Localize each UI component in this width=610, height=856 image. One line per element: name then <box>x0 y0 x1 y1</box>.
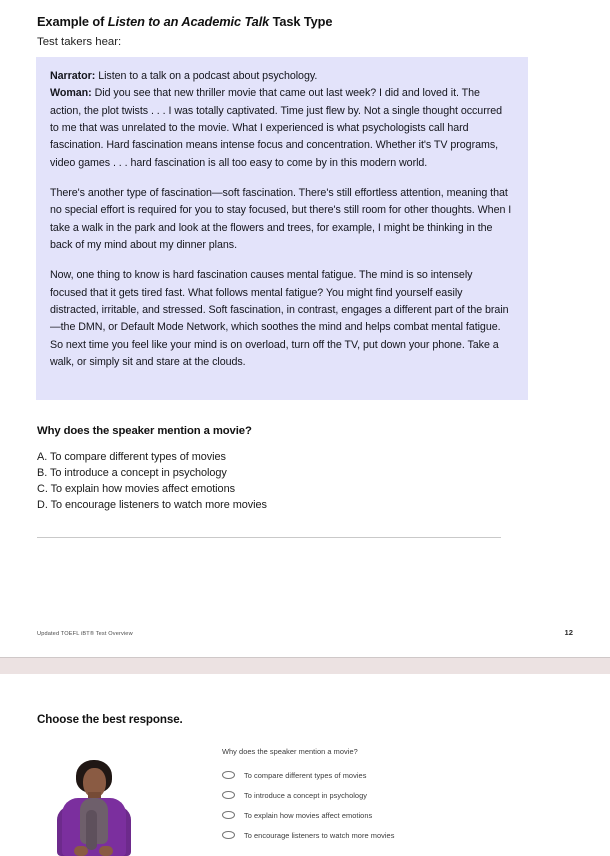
photo-scarf-tail <box>86 810 97 850</box>
photo-hand-left <box>74 846 88 856</box>
speaker-label-woman: Woman: <box>50 87 92 100</box>
question-prompt: Why does the speaker mention a movie? <box>37 425 252 437</box>
screen-option-label: To encourage listeners to watch more movies <box>244 830 395 840</box>
footer-page-number: 12 <box>564 628 573 637</box>
screen-option-4[interactable] <box>222 825 552 845</box>
transcript-paragraph: There's another type of fascination—soft fascination. There's still effortless attention, meaning that no special effort is required for you to stay focused, but there's still room for other thoughts. When I take a walk in the park and look at the flowers and trees, for example, I might be thinking in the back of my mind about my dinner plans. <box>50 186 512 251</box>
footer-label: Updated TOEFL iBT® Test Overview <box>37 631 133 637</box>
page-separator-band <box>0 657 610 674</box>
option-b: B. To introduce a concept in psychology <box>37 466 227 479</box>
radio-button-icon[interactable] <box>222 771 235 780</box>
question-block <box>37 425 507 514</box>
screen-option-list <box>222 765 552 845</box>
page-title-italic: Listen to an Academic Talk <box>107 14 270 29</box>
screen-option-label: To introduce a concept in psychology <box>244 790 367 800</box>
page-title-suffix: Task Type <box>269 14 333 29</box>
transcript-paragraph <box>50 68 512 172</box>
speaker-photo <box>42 748 146 856</box>
screen-page <box>0 674 610 856</box>
document-footer <box>37 628 573 637</box>
speaker-label-narrator: Narrator: <box>50 70 96 82</box>
transcript-box <box>36 57 528 400</box>
radio-button-icon[interactable] <box>222 831 235 840</box>
section-divider <box>37 537 501 538</box>
screen-option-2[interactable] <box>222 785 552 805</box>
option-d: D. To encourage listeners to watch more movies <box>37 498 267 511</box>
radio-button-icon[interactable] <box>222 811 235 820</box>
speaker-photo-image <box>42 748 146 856</box>
screen-option-label: To compare different types of movies <box>244 770 367 780</box>
page-title-prefix: Example of <box>37 14 108 29</box>
option-c: C. To explain how movies affect emotions <box>37 482 235 495</box>
transcript-paragraph: Now, one thing to know is hard fascination causes mental fatigue. The mind is so intensely focused that it gets tired fast. What follows mental fatigue? You might find yourself easily distracted, irritable, and stressed. Soft fascination, in contrast, engages a different part of the brain—the DMN, or Default Mode Network, which soothes the mind and helps combat mental fatigue. So next time you feel like your mind is on overload, turn off the TV, put down your phone. Take a walk, or simply sit and stare at the clouds. <box>50 269 509 368</box>
screen-option-label: To explain how movies affect emotions <box>244 810 373 820</box>
subheading: Test takers hear: <box>37 35 122 48</box>
screen-heading: Choose the best response. <box>37 713 183 726</box>
transcript-text: Listen to a talk on a podcast about psychology. <box>95 70 318 82</box>
page-title <box>37 14 573 31</box>
screen-option-1[interactable] <box>222 765 552 785</box>
option-list <box>37 450 507 514</box>
screen-question-prompt: Why does the speaker mention a movie? <box>222 747 358 756</box>
transcript-text: Did you see that new thriller movie that came out last week? I did and loved it. The action, the plot twists . . . I was totally captivated. Time just flew by. Not a single thought occurred to me that was unrelated to the movie. What I experienced is what psychologists call hard fascination. Hard fascination means intense focus and concentration. Whether it's TV programs, video games . . . hard fascination is all too easy to come by in this modern world. <box>50 87 503 169</box>
radio-button-icon[interactable] <box>222 791 235 800</box>
option-a: A. To compare different types of movies <box>37 451 226 463</box>
screen-option-3[interactable] <box>222 805 552 825</box>
photo-hand-right <box>99 846 113 856</box>
